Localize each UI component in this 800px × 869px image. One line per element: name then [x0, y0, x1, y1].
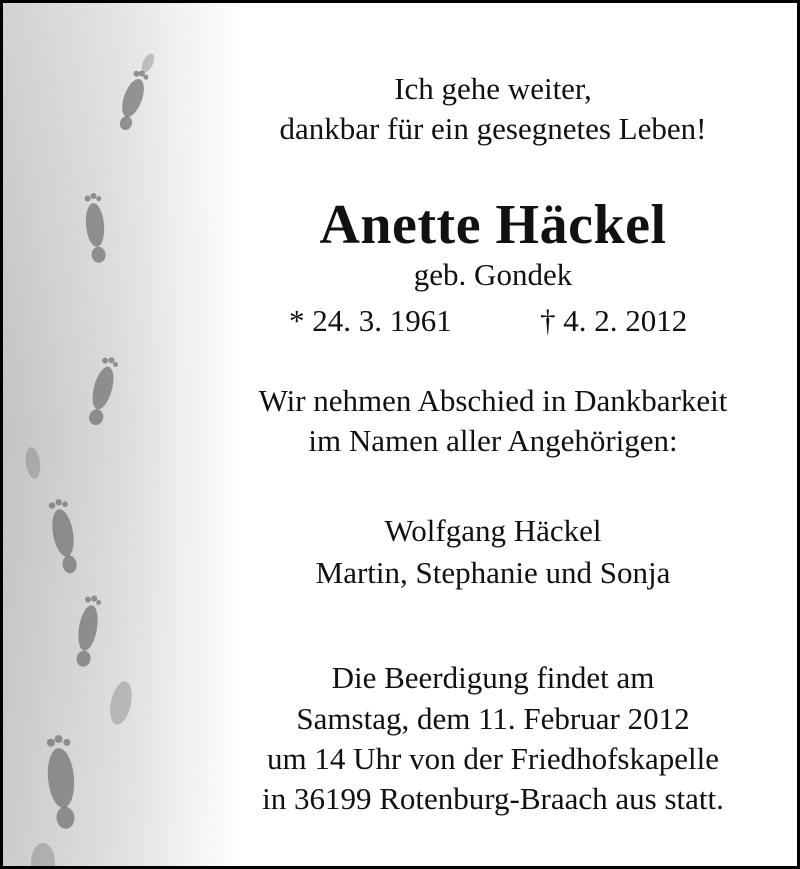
funeral-line-2: Samstag, dem 11. Februar 2012 — [296, 701, 690, 736]
motto-line-2: dankbar für ein gesegnetes Leben! — [279, 111, 707, 146]
birth-date: * 24. 3. 1961 — [289, 303, 452, 338]
life-dates — [183, 303, 800, 343]
maiden-name: geb. Gondek — [413, 257, 573, 292]
motto-line-1: Ich gehe weiter, — [394, 71, 592, 106]
funeral-line-1: Die Beerdigung findet am — [331, 660, 655, 695]
funeral-line-4: in 36199 Rotenburg-Braach aus statt. — [262, 781, 724, 816]
family-line-2: Martin, Stephanie und Sonja — [315, 555, 671, 590]
farewell-line-2: im Namen aller Angehörigen: — [308, 423, 678, 458]
death-date: † 4. 2. 2012 — [540, 303, 688, 338]
notice-content — [183, 3, 800, 866]
funeral-line-3: um 14 Uhr von der Friedhofskapelle — [267, 741, 719, 776]
farewell-line-1: Wir nehmen Abschied in Dankbarkeit — [258, 383, 728, 418]
deceased-name: Anette Häckel — [319, 194, 667, 256]
family-line-1: Wolfgang Häckel — [384, 513, 602, 548]
